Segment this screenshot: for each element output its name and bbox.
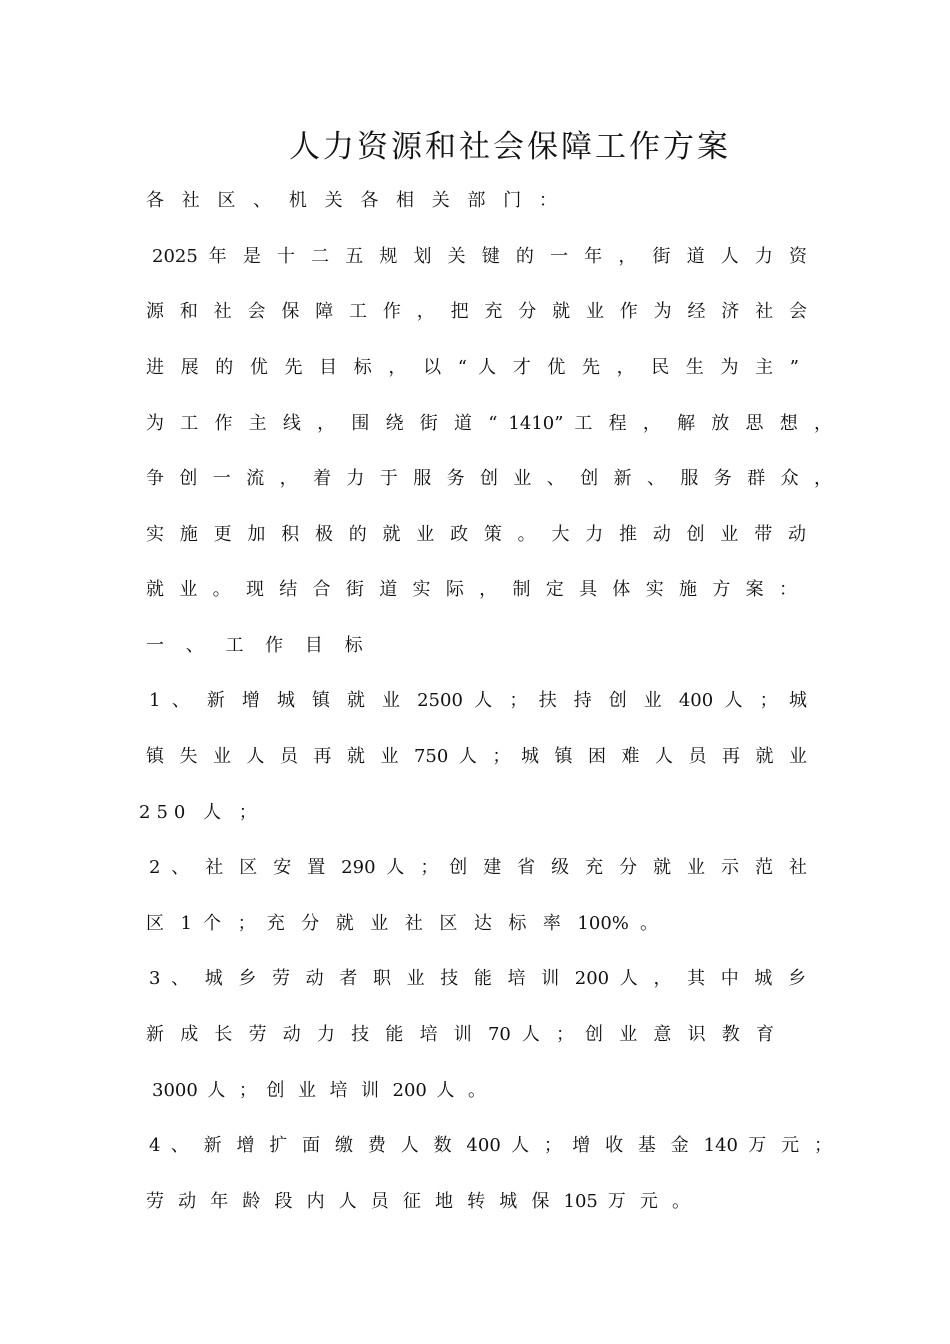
body-line-6: 实 施 更 加 积 极 的 就 业 政 策 。 大 力 推 动 创 业 带 动 bbox=[146, 524, 806, 545]
section-heading-goals: 一 、 工 作 目 标 bbox=[146, 635, 371, 656]
body-line-3: 进 展 的 优 先 目 标 ， 以 “ 人 才 优 先 ， 民 生 为 主 ” bbox=[146, 357, 799, 378]
goal-4-line-1: 4 、 新 增 扩 面 缴 费 人 数 400 人 ； 增 收 基 金 140 万 元 ； bbox=[149, 1135, 832, 1156]
goal-2-line-2: 区 1 个 ； 充 分 就 业 社 区 达 标 率 100% 。 bbox=[146, 913, 658, 934]
goal-1-line-3: 250 人 ； bbox=[139, 802, 263, 823]
body-line-5: 争 创 一 流 ， 着 力 于 服 务 创 业 、 创 新 、 服 务 群 众 ， bbox=[146, 468, 832, 489]
goal-3-line-1: 3 、 城 乡 劳 动 者 职 业 技 能 培 训 200 人 ， 其 中 城 乡 bbox=[149, 968, 806, 989]
body-line-2: 源 和 社 会 保 障 工 作 ， 把 充 分 就 业 作 为 经 济 社 会 bbox=[146, 301, 807, 322]
goal-3-line-2: 新 成 长 劳 动 力 技 能 培 训 70 人 ； 创 业 意 识 教 育 bbox=[146, 1024, 774, 1045]
goal-1-line-2: 镇 失 业 人 员 再 就 业 750 人 ； 城 镇 困 难 人 员 再 就 业 bbox=[146, 746, 807, 767]
salutation-line: 各 社 区 、 机 关 各 相 关 部 门 ： bbox=[146, 190, 563, 211]
goal-2-line-1: 2 、 社 区 安 置 290 人 ； 创 建 省 级 充 分 就 业 示 范 社 bbox=[149, 857, 807, 878]
document-title: 人力资源和社会保障工作方案 bbox=[289, 129, 731, 165]
body-line-1: 2025 年 是 十 二 五 规 划 关 键 的 一 年 ， 街 道 人 力 资 bbox=[152, 246, 808, 267]
body-line-4: 为 工 作 主 线 ， 围 绕 街 道 “ 1410” 工 程 ， 解 放 思 想 ， bbox=[146, 413, 832, 434]
title-container bbox=[0, 120, 950, 174]
body-line-7: 就 业 。 现 结 合 街 道 实 际 ， 制 定 具 体 实 施 方 案 ： bbox=[146, 579, 797, 600]
goal-3-line-3: 3000 人 ； 创 业 培 训 200 人 。 bbox=[152, 1080, 486, 1101]
goal-4-line-2: 劳 动 年 龄 段 内 人 员 征 地 转 城 保 105 万 元 。 bbox=[146, 1191, 690, 1212]
goal-1-line-1: 1 、 新 增 城 镇 就 业 2500 人 ； 扶 持 创 业 400 人 ； 城 bbox=[149, 690, 807, 711]
